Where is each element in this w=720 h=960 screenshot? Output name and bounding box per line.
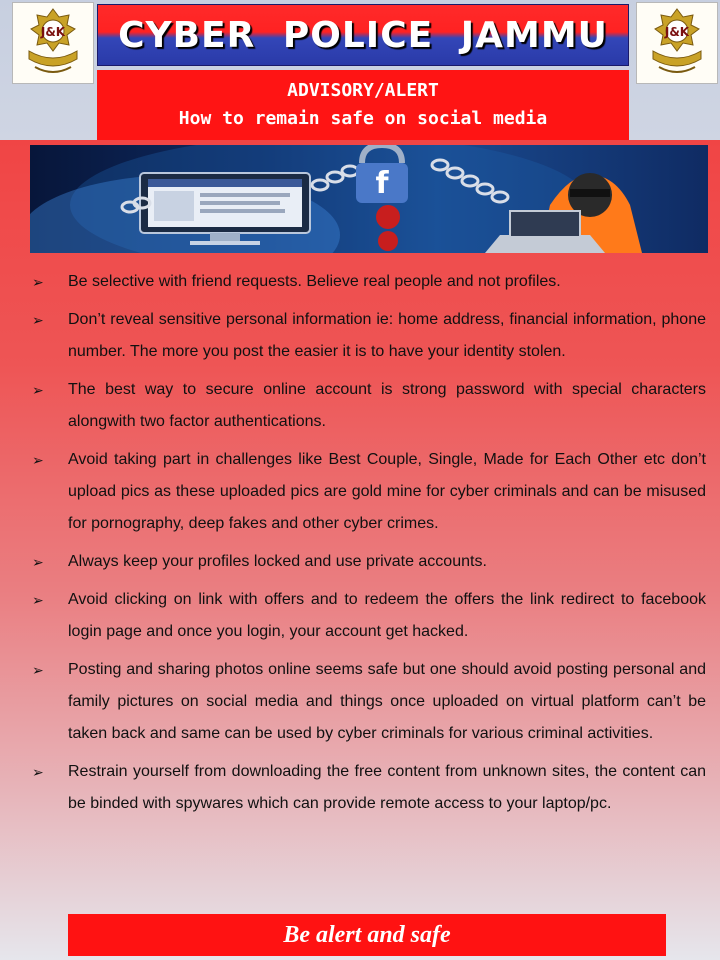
police-emblem-icon bbox=[645, 7, 709, 79]
list-item: ➢ Always keep your profiles locked and use private accounts. bbox=[30, 546, 706, 578]
advisory-box bbox=[97, 70, 629, 140]
svg-text:J&K: J&K bbox=[40, 25, 66, 39]
footer-slogan: Be alert and safe bbox=[283, 921, 451, 948]
arrow-bullet-icon: ➢ bbox=[32, 554, 44, 570]
footer-slogan-banner bbox=[68, 914, 666, 956]
advisory-label: ADVISORY/ALERT bbox=[287, 80, 439, 101]
list-item: ➢ Posting and sharing photos online seems safe but one should avoid posting personal and family pictures on social media and things once uploaded on virtual platform can’t be taken back and same can be used by cyber criminals for various criminal activities. bbox=[30, 654, 706, 750]
social-media-hacking-illustration bbox=[30, 145, 708, 253]
svg-text:J&K: J&K bbox=[664, 25, 690, 39]
arrow-bullet-icon: ➢ bbox=[32, 662, 44, 678]
list-item: ➢ Restrain yourself from downloading the free content from unknown sites, the content can be binded with spywares which can provide remote access to your laptop/pc. bbox=[30, 756, 706, 820]
page-title: CYBER POLICE JAMMU bbox=[118, 14, 608, 56]
arrow-bullet-icon: ➢ bbox=[32, 382, 44, 398]
police-emblem-icon bbox=[21, 7, 85, 79]
list-item: ➢ Don’t reveal sensitive personal information ie: home address, financial information, phone number. The more you post the easier it is to have your identity stolen. bbox=[30, 304, 706, 368]
arrow-bullet-icon: ➢ bbox=[32, 452, 44, 468]
list-item: ➢ Avoid clicking on link with offers and to redeem the offers the link redirect to facebook login page and once you login, your account get hacked. bbox=[30, 584, 706, 648]
arrow-bullet-icon: ➢ bbox=[32, 274, 44, 290]
facebook-icon: f bbox=[375, 166, 389, 201]
arrow-bullet-icon: ➢ bbox=[32, 592, 44, 608]
jk-police-logo-right bbox=[636, 2, 718, 84]
list-item: ➢ The best way to secure online account is strong password with special characters alongwith two factor authentications. bbox=[30, 374, 706, 438]
arrow-bullet-icon: ➢ bbox=[32, 312, 44, 328]
jk-police-logo-left bbox=[12, 2, 94, 84]
page-title-banner bbox=[97, 4, 629, 66]
list-item: ➢ Avoid taking part in challenges like Best Couple, Single, Made for Each Other etc don’t upload pics as these uploaded pics are gold mine for cyber criminals and can be misused for pornography, deep fakes and other cyber crimes. bbox=[30, 444, 706, 540]
safety-tips-list bbox=[30, 266, 706, 826]
advisory-subtitle: How to remain safe on social media bbox=[178, 108, 548, 129]
list-item: ➢ Be selective with friend requests. Believe real people and not profiles. bbox=[30, 266, 706, 298]
arrow-bullet-icon: ➢ bbox=[32, 764, 44, 780]
